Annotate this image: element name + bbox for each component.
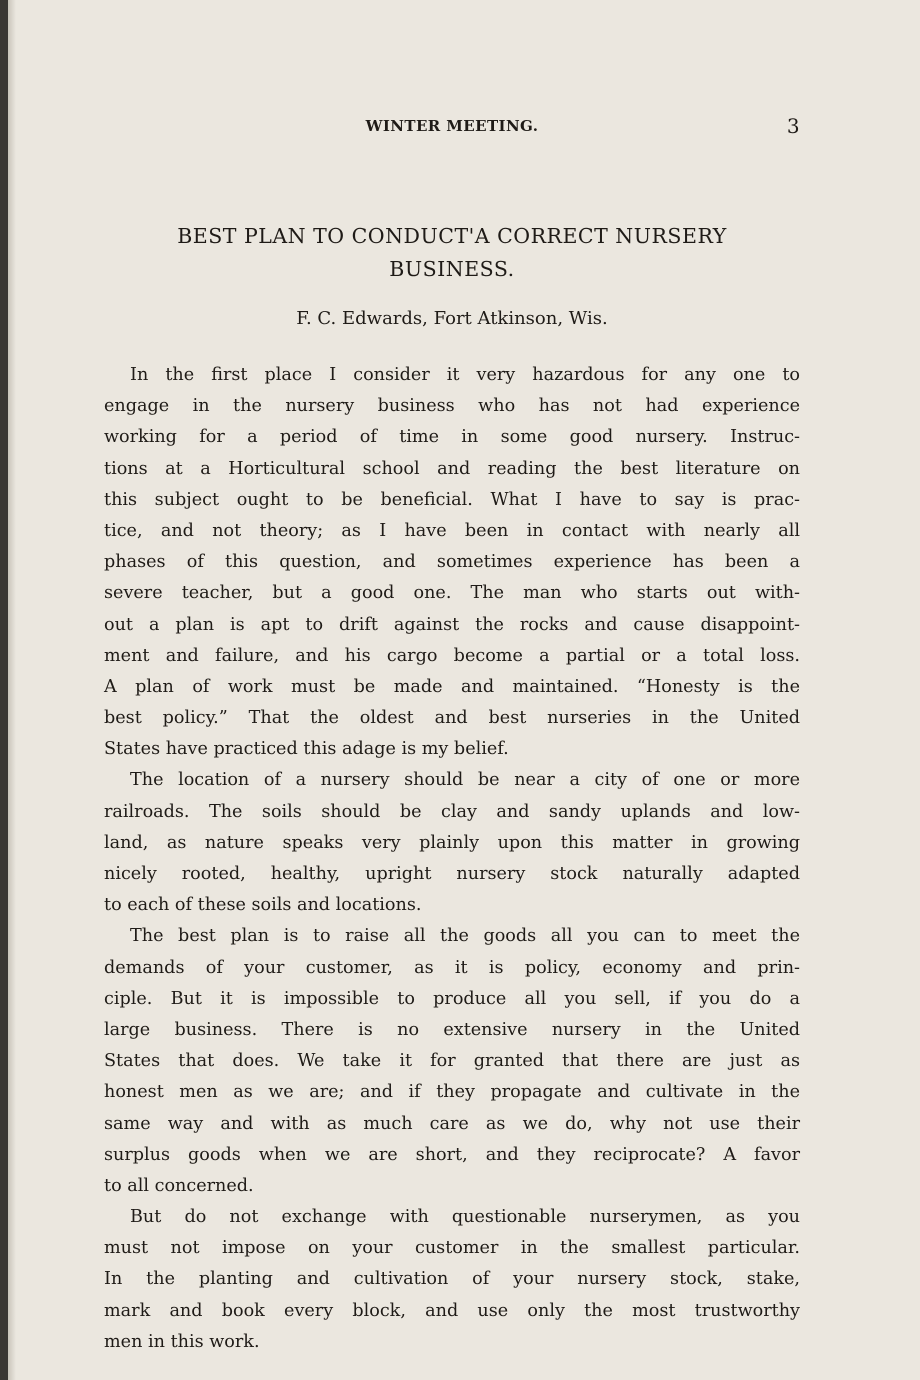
body-line: large business. There is no extensive nursery in the United — [104, 1019, 800, 1040]
body-line: must not impose on your customer in the smallest particular. — [104, 1238, 800, 1259]
article-title-line: BEST PLAN TO CONDUCT'A CORRECT NURSERY — [177, 224, 727, 248]
page-number: 3 — [786, 114, 800, 138]
binding-shadow — [8, 0, 16, 1380]
body-line: surplus goods when we are short, and they reciprocate? A favor — [104, 1144, 800, 1165]
body-line: The best plan is to raise all the goods all you can to meet the — [130, 926, 800, 947]
body-line: ciple. But it is impossible to produce all you sell, if you do a — [104, 988, 800, 1009]
body-line: But do not exchange with questionable nurserymen, as you — [130, 1207, 800, 1228]
body-line: nicely rooted, healthy, upright nursery stock naturally adapted — [104, 864, 800, 884]
body-line: In the planting and cultivation of your nursery stock, stake, — [104, 1269, 800, 1290]
running-head — [104, 114, 800, 139]
body-line: to each of these soils and locations. — [104, 895, 422, 916]
body-line: engage in the nursery business who has not had experience — [104, 396, 800, 417]
body-line: to all concerned. — [104, 1175, 254, 1196]
body-line: best policy.” That the oldest and best nurseries in the United — [104, 708, 800, 729]
body-line: land, as nature speaks very plainly upon this matter in growing — [104, 832, 800, 853]
body-line: States have practiced this adage is my belief. — [104, 739, 509, 760]
body-line: railroads. The soils should be clay and sandy uplands and low- — [104, 801, 800, 822]
article-body — [104, 360, 800, 1358]
body-line: demands of your customer, as it is policy, economy and prin- — [104, 957, 800, 978]
article-title-line: BUSINESS. — [389, 257, 515, 281]
body-line: mark and book every block, and use only the most trustworthy — [104, 1300, 800, 1321]
book-page — [104, 0, 800, 1380]
body-line: In the first place I consider it very hazardous for any one to — [130, 365, 800, 385]
body-line: tice, and not theory; as I have been in contact with nearly all — [104, 520, 800, 541]
article-title — [104, 220, 800, 286]
body-line: severe teacher, but a good one. The man who starts out with- — [104, 583, 800, 604]
book-binding-edge — [0, 0, 8, 1380]
body-line: this subject ought to be beneficial. What I have to say is prac- — [104, 489, 800, 510]
body-line: phases of this question, and sometimes experience has been a — [104, 552, 800, 573]
body-line: The location of a nursery should be near a city of one or more — [130, 770, 800, 791]
running-head-title: WINTER MEETING. — [365, 117, 539, 135]
body-line: men in this work. — [104, 1331, 260, 1352]
body-line: honest men as we are; and if they propagate and cultivate in the — [104, 1082, 800, 1103]
body-line: ment and failure, and his cargo become a partial or a total loss. — [104, 645, 800, 666]
body-line: out a plan is apt to drift against the rocks and cause disappoint- — [104, 614, 800, 635]
article-byline: F. C. Edwards, Fort Atkinson, Wis. — [296, 308, 608, 329]
body-line: same way and with as much care as we do, why not use their — [104, 1113, 800, 1134]
body-line: tions at a Horticultural school and reading the best literature on — [104, 458, 800, 479]
body-line: working for a period of time in some good nursery. Instruc- — [104, 427, 800, 448]
body-line: States that does. We take it for granted that there are just as — [104, 1051, 800, 1072]
body-line: A plan of work must be made and maintained. “Honesty is the — [104, 676, 800, 697]
